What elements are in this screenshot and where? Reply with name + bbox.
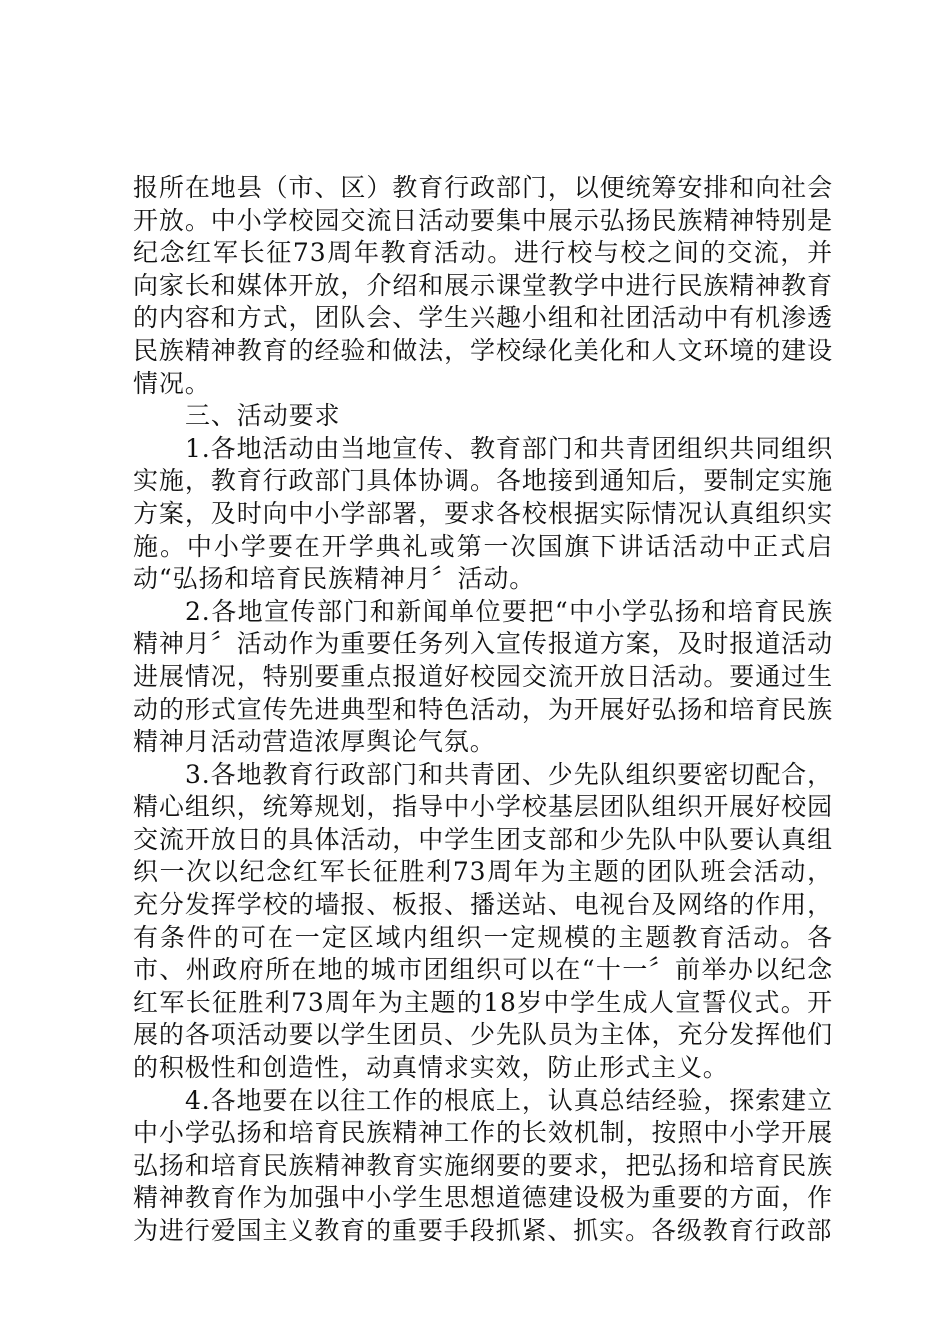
paragraph-item-4: 4.各地要在以往工作的根底上，认真总结经验，探索建立中小学弘扬和培育民族精神工作的长效机制，按照中小学开展弘扬和培育民族精神教育实施纲要的要求，把弘扬和培育民族精神教育作为加强中小学生思想道德建设极为重要的方面，作为进行爱国主义教育的重要手段抓紧、抓实。各级教育行政部	[133, 1085, 833, 1245]
paragraph-item-1: 1.各地活动由当地宣传、教育部门和共青团组织共同组织实施，教育行政部门具体协调。各地接到通知后，要制定实施方案，及时向中小学部署，要求各校根据实际情况认真组织实施。中小学要在开学典礼或第一次国旗下讲话活动中正式启动“弘扬和培育民族精神月〞活动。	[133, 433, 833, 594]
paragraph-continuation: 报所在地县（市、区）教育行政部门，以便统筹安排和向社会开放。中小学校园交流日活动要集中展示弘扬民族精神特别是纪念红军长征73周年教育活动。进行校与校之间的交流，并向家长和媒体开放，介绍和展示课堂教学中进行民族精神教育的内容和方式，团队会、学生兴趣小组和社团活动中有机渗透民族精神教育的经验和做法，学校绿化美化和人文环境的建设情况。	[133, 173, 833, 398]
document-body	[133, 172, 833, 1248]
paragraph-item-2: 2.各地宣传部门和新闻单位要把“中小学弘扬和培育民族精神月〞活动作为重要任务列入宣传报道方案，及时报道活动进展情况，特别要重点报道好校园交流开放日活动。要通过生动的形式宣传先进典型和特色活动，为开展好弘扬和培育民族精神月活动营造浓厚舆论气氛。	[133, 596, 833, 757]
section-heading: 三、活动要求	[185, 401, 341, 431]
paragraph-item-3: 3.各地教育行政部门和共青团、少先队组织要密切配合，精心组织，统筹规划，指导中小学校基层团队组织开展好校园交流开放日的具体活动，中学生团支部和少先队中队要认真组织一次以纪念红军长征胜利73周年为主题的团队班会活动，充分发挥学校的墙报、板报、播送站、电视台及网络的作用，有条件的可在一定区域内组织一定规模的主题教育活动。各市、州政府所在地的城市团组织可以在“十一〞前举办以纪念红军长征胜利73周年为主题的18岁中学生成人宣誓仪式。开展的各项活动要以学生团员、少先队员为主体，充分发挥他们的积极性和创造性，动真情求实效，防止形式主义。	[133, 759, 833, 1083]
